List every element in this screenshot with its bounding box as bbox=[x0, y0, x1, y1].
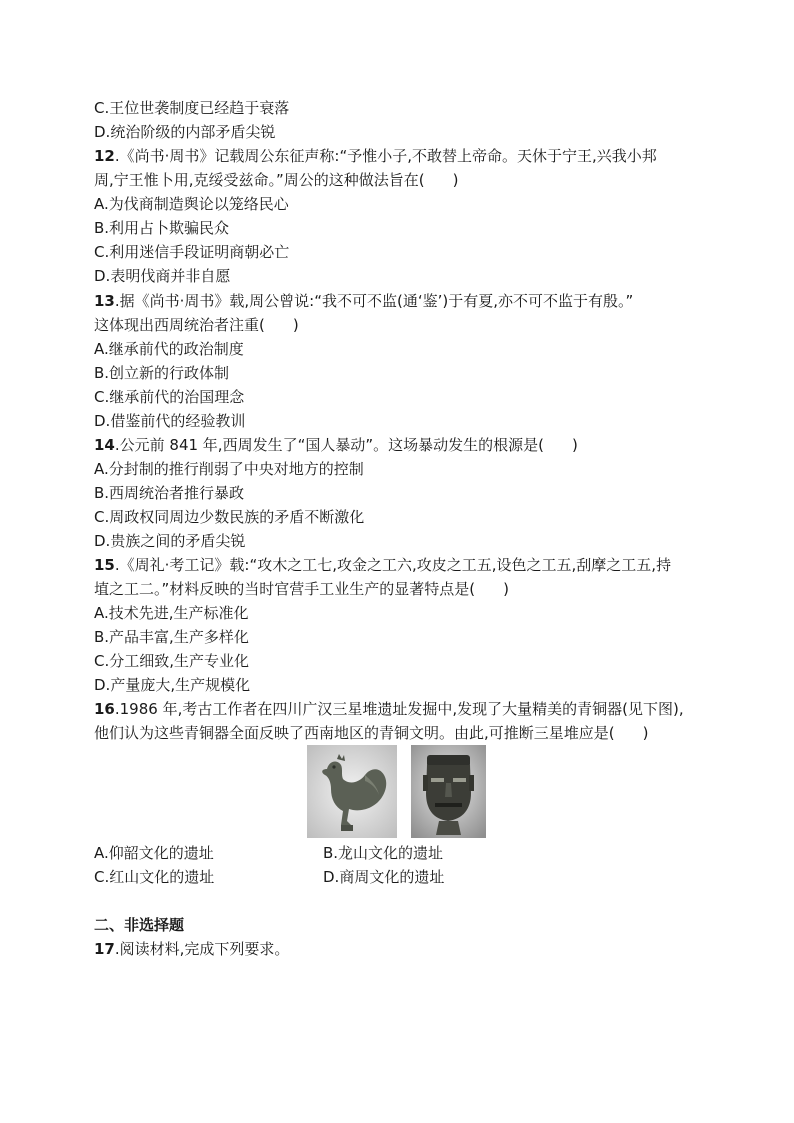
bronze-head-image bbox=[411, 745, 486, 838]
q12-stem-line1 bbox=[94, 146, 657, 166]
q12-number: 12 bbox=[94, 147, 115, 165]
q16-option-c[interactable]: C.红山文化的遗址 bbox=[94, 868, 215, 886]
q12-option-c[interactable]: C.利用迷信手段证明商朝必亡 bbox=[94, 243, 290, 261]
q16-stem-text2: 他们认为这些青铜器全面反映了西南地区的青铜文明。由此,可推断三星堆应是( bbox=[94, 724, 615, 742]
q13-stem-text1: .据《尚书·周书》载,周公曾说:“我不可不监(通‘鉴’)于有夏,亦不可不监于有殷。” bbox=[114, 292, 634, 310]
q13-option-a[interactable]: A.继承前代的政治制度 bbox=[94, 340, 244, 358]
q16-close-paren: ) bbox=[642, 724, 649, 742]
q15-option-d[interactable]: D.产量庞大,生产规模化 bbox=[94, 676, 251, 694]
q17-stem-line1 bbox=[94, 939, 289, 959]
bronze-rooster-icon bbox=[307, 745, 397, 838]
q12-option-b[interactable]: B.利用占卜欺骗民众 bbox=[94, 219, 230, 237]
q15-stem-text1: .《周礼·考工记》载:“攻木之工七,攻金之工六,攻皮之工五,设色之工五,刮摩之工五,持 bbox=[114, 556, 672, 574]
q12-stem-text1: .《尚书·周书》记载周公东征声称:“予惟小子,不敢替上帝命。天休于宁王,兴我小邦 bbox=[114, 147, 657, 165]
q15-close-paren: ) bbox=[503, 580, 509, 598]
q15-option-c[interactable]: C.分工细致,生产专业化 bbox=[94, 652, 250, 670]
q13-option-b[interactable]: B.创立新的行政体制 bbox=[94, 364, 230, 382]
q16-stem-line1 bbox=[94, 699, 684, 719]
section-heading-non-choice: 二、非选择题 bbox=[94, 916, 185, 934]
q12-option-d[interactable]: D.表明伐商并非自愿 bbox=[94, 267, 231, 285]
q12-option-a[interactable]: A.为伐商制造舆论以笼络民心 bbox=[94, 195, 289, 213]
q16-option-a[interactable]: A.仰韶文化的遗址 bbox=[94, 844, 214, 862]
q11-option-c[interactable]: C.王位世袭制度已经趋于衰落 bbox=[94, 99, 290, 117]
bronze-head-icon bbox=[411, 745, 486, 838]
q15-stem-line1 bbox=[94, 555, 671, 575]
q15-option-a[interactable]: A.技术先进,生产标准化 bbox=[94, 604, 249, 622]
q16-option-b[interactable]: B.龙山文化的遗址 bbox=[323, 844, 444, 862]
q15-number: 15 bbox=[94, 556, 115, 574]
q13-option-d[interactable]: D.借鉴前代的经验教训 bbox=[94, 412, 246, 430]
q12-stem-line2 bbox=[94, 170, 459, 190]
q17-number: 17 bbox=[94, 940, 115, 958]
q17-stem-text1: .阅读材料,完成下列要求。 bbox=[114, 940, 290, 958]
q14-option-c[interactable]: C.周政权同周边少数民族的矛盾不断激化 bbox=[94, 508, 365, 526]
q13-stem-text2: 这体现出西周统治者注重( bbox=[94, 316, 265, 334]
q14-close-paren: ) bbox=[571, 436, 578, 454]
q13-number: 13 bbox=[94, 292, 115, 310]
q14-stem-line1 bbox=[94, 435, 578, 455]
q11-option-d[interactable]: D.统治阶级的内部矛盾尖锐 bbox=[94, 123, 276, 141]
q13-option-c[interactable]: C.继承前代的治国理念 bbox=[94, 388, 245, 406]
q14-stem-text1: .公元前 841 年,西周发生了“国人暴动”。这场暴动发生的根源是( bbox=[114, 436, 544, 454]
q16-stem-text1: .1986 年,考古工作者在四川广汉三星堆遗址发掘中,发现了大量精美的青铜器(见下图), bbox=[114, 700, 684, 718]
q13-close-paren: ) bbox=[292, 316, 299, 334]
q14-option-b[interactable]: B.西周统治者推行暴政 bbox=[94, 484, 245, 502]
q14-number: 14 bbox=[94, 436, 115, 454]
q12-close-paren: ) bbox=[452, 171, 459, 189]
bronze-rooster-image bbox=[307, 745, 397, 838]
q13-stem-line1 bbox=[94, 291, 633, 311]
q16-option-d[interactable]: D.商周文化的遗址 bbox=[323, 868, 445, 886]
q14-option-a[interactable]: A.分封制的推行削弱了中央对地方的控制 bbox=[94, 460, 364, 478]
q15-stem-line2 bbox=[94, 579, 509, 599]
q16-number: 16 bbox=[94, 700, 115, 718]
q15-stem-text2: 埴之工二。”材料反映的当时官营手工业生产的显著特点是( bbox=[94, 580, 476, 598]
q13-stem-line2 bbox=[94, 315, 299, 335]
q16-stem-line2 bbox=[94, 723, 648, 743]
q14-option-d[interactable]: D.贵族之间的矛盾尖锐 bbox=[94, 532, 246, 550]
q15-option-b[interactable]: B.产品丰富,生产多样化 bbox=[94, 628, 249, 646]
q12-stem-text2: 周,宁王惟卜用,克绥受兹命。”周公的这种做法旨在( bbox=[94, 171, 425, 189]
